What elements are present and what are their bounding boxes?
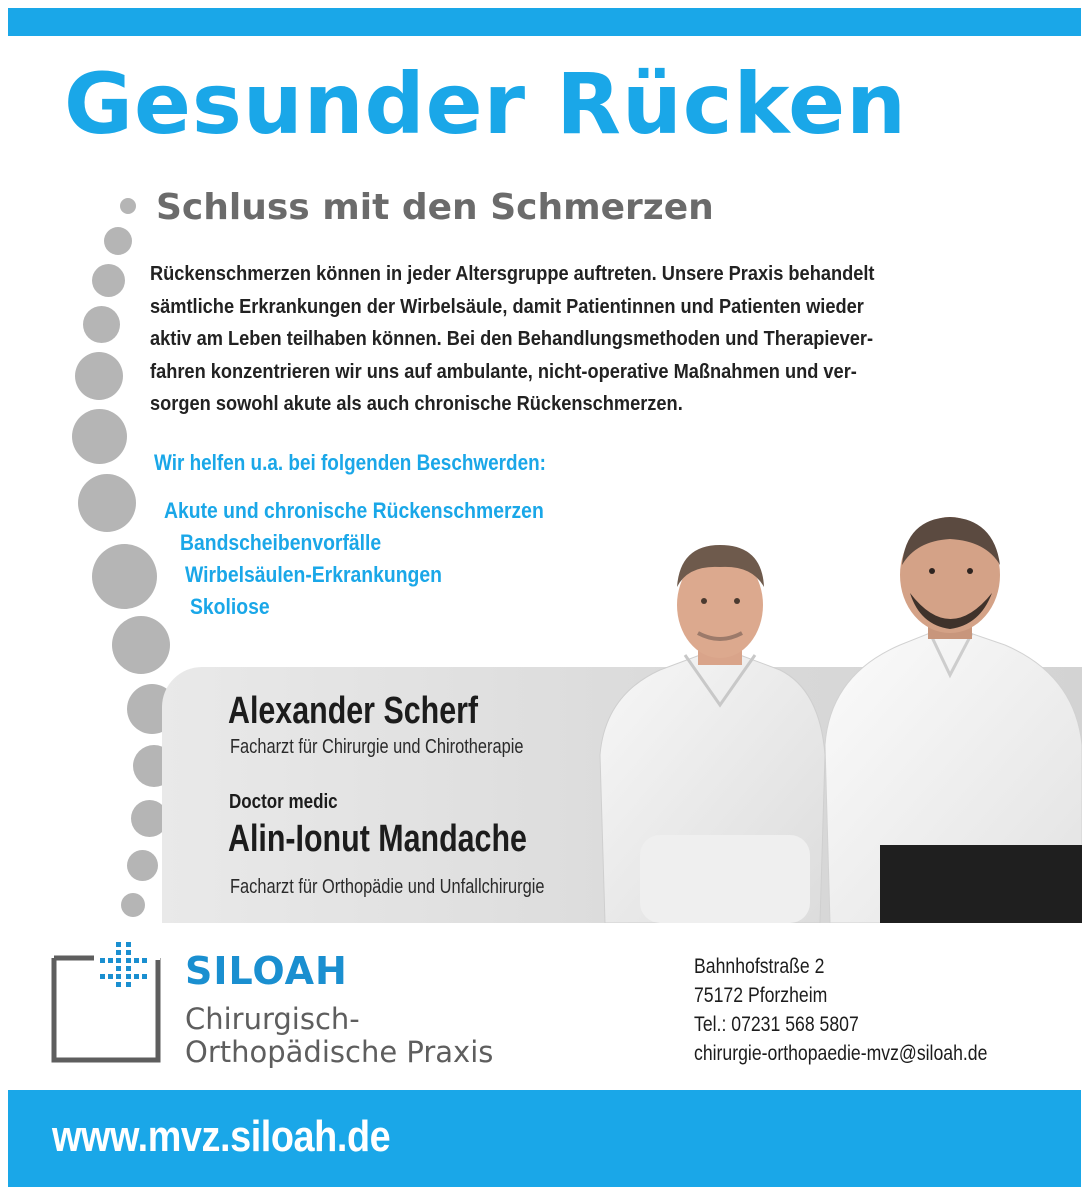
spine-vertebra-dot [78, 474, 136, 532]
intro-line: fahren konzentrieren wir uns auf ambulante, nicht-operative Maßnahmen und ver- [150, 359, 857, 383]
doctors-photo [580, 505, 1082, 923]
spine-vertebra-dot [92, 544, 157, 609]
spine-vertebra-dot [92, 264, 125, 297]
address-city: 75172 Pforzheim [694, 984, 828, 1007]
brand-name: SILOAH [185, 949, 348, 993]
siloah-logo-icon [50, 940, 162, 1064]
complaint-item: Skoliose [190, 594, 270, 619]
intro-line: sorgen sowohl akute als auch chronische Rückenschmerzen. [150, 392, 683, 415]
spine-vertebra-dot [104, 227, 132, 255]
complaints-heading: Wir helfen u.a. bei folgenden Beschwerden: [154, 450, 546, 475]
spine-vertebra-dot [72, 409, 127, 464]
spine-vertebra-dot [121, 893, 145, 917]
spine-vertebra-dot [127, 850, 158, 881]
brand-subtitle-line: Orthopädische Praxis [185, 1035, 494, 1069]
spine-vertebra-dot [75, 352, 123, 400]
complaint-item: Wirbelsäulen-Erkrankungen [185, 562, 442, 587]
spine-vertebra-dot [120, 198, 136, 214]
doctor-name: Alin-Ionut Mandache [228, 818, 527, 860]
address-street: Bahnhofstraße 2 [694, 955, 825, 978]
spine-vertebra-dot [83, 306, 120, 343]
complaint-item: Bandscheibenvorfälle [180, 530, 382, 555]
brand-subtitle-line: Chirurgisch- [185, 1002, 360, 1036]
address-phone: Tel.: 07231 568 5807 [694, 1013, 859, 1036]
doctor-name: Alexander Scherf [228, 690, 479, 732]
complaint-item: Akute und chronische Rückenschmerzen [164, 498, 544, 523]
headline: Gesunder Rücken [64, 55, 907, 153]
doctor-role: Facharzt für Chirurgie und Chirotherapie [230, 736, 524, 758]
address-email: chirurgie-orthopaedie-mvz@siloah.de [694, 1042, 988, 1065]
doctor-role: Facharzt für Orthopädie und Unfallchirurgie [230, 876, 545, 898]
top-accent-bar [8, 8, 1081, 36]
intro-line: Rückenschmerzen können in jeder Altersgruppe auftreten. Unsere Praxis behandelt [150, 262, 875, 285]
intro-paragraph [150, 258, 1017, 421]
website-url: www.mvz.siloah.de [52, 1112, 391, 1161]
intro-line: sämtliche Erkrankungen der Wirbelsäule, damit Patientinnen und Patienten wieder [150, 294, 864, 318]
spine-vertebra-dot [112, 616, 170, 674]
subheadline: Schluss mit den Schmerzen [156, 187, 714, 228]
doctor-title: Doctor medic [229, 791, 338, 813]
intro-line: aktiv am Leben teilhaben können. Bei den Behandlungsmethoden und Therapiever- [150, 327, 874, 350]
